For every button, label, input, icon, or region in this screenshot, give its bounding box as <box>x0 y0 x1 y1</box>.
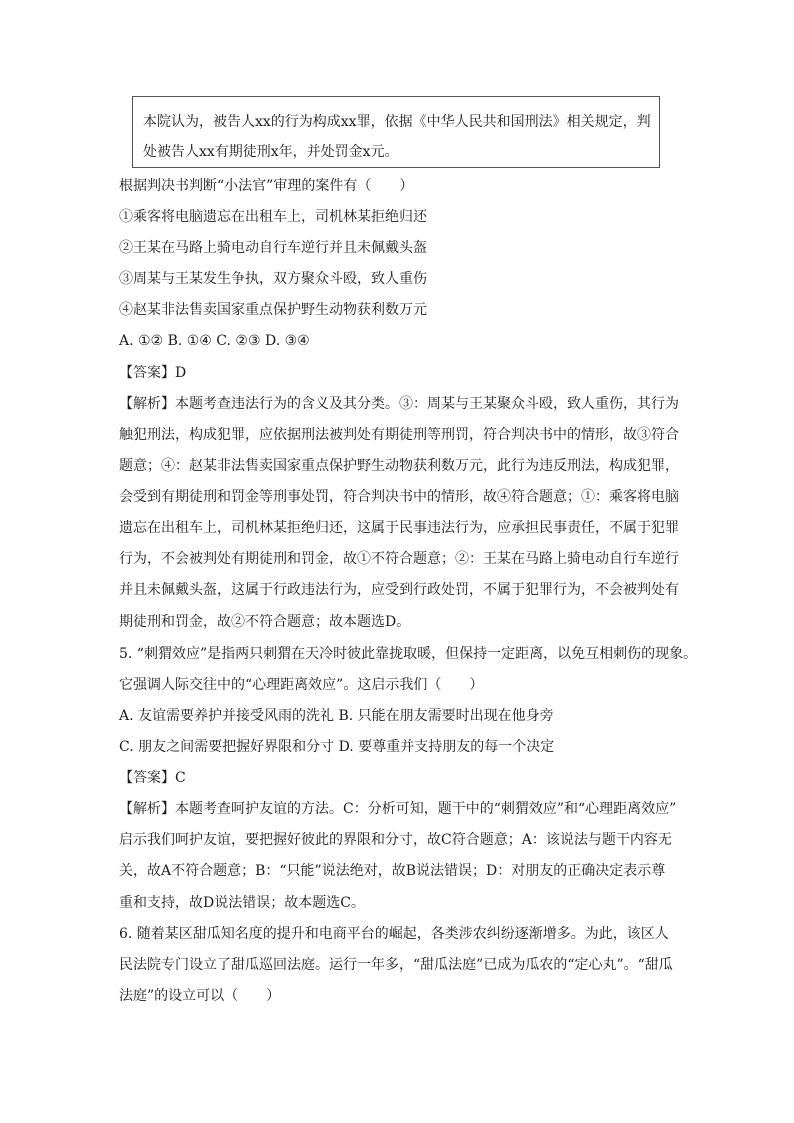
q4-analysis-line: 遗忘在出租车上，司机林某拒绝归还，这属于民事违法行为，应承担民事责任，不属于犯罪 <box>119 520 679 536</box>
q5-stem-line-2: 它强调人际交往中的“心理距离效应”。这启示我们（ ） <box>119 677 484 693</box>
q5-options-line-2: C. 朋友之间需要把握好界限和分寸 D. 要尊重并支持朋友的每一个决定 <box>119 739 555 755</box>
quote-line-2: 处被告人xx有期徒刑x年，并处罚金x元。 <box>143 144 399 160</box>
q5-analysis-line: 启示我们呵护友谊，要把握好彼此的界限和分寸，故C符合题意；A：该说法与题干内容无 <box>119 832 672 848</box>
quote-line-1: 本院认为，被告人xx的行为构成xx罪，依据《中华人民共和国刑法》相关规定，判 <box>143 114 651 130</box>
q6-stem-line: 法庭”的设立可以（ ） <box>119 988 281 1004</box>
q5-analysis-line: 重和支持，故D说法错误；故本题选C。 <box>119 895 365 911</box>
q4-analysis-line: 行为，不会被判处有期徒刑和罚金，故①不符合题意；②：王某在马路上骑电动自行车逆行 <box>119 551 679 567</box>
q4-analysis-line: 触犯刑法，构成犯罪，应依据刑法被判处有期徒刑等刑罚，符合判决书中的情形，故③符合 <box>119 427 679 443</box>
q4-answer: 【答案】D <box>119 365 187 381</box>
judgment-quote-box <box>132 96 660 168</box>
q4-analysis-line: 期徒刑和罚金，故②不符合题意；故本题选D。 <box>119 614 411 630</box>
q5-analysis-line: 【解析】本题考查呵护友谊的方法。C：分析可知，题干中的“刺猬效应”和“心理距离效应” <box>119 801 677 817</box>
q4-item-3: ③周某与王某发生争执，双方聚众斗殴，致人重伤 <box>119 271 427 287</box>
q4-options: A. ①② B. ①④ C. ②③ D. ③④ <box>119 333 310 349</box>
q4-item-4: ④赵某非法售卖国家重点保护野生动物获利数万元 <box>119 302 427 318</box>
q6-stem-line: 民法院专门设立了甜瓜巡回法庭。运行一年多，“甜瓜法庭”已成为瓜农的“定心丸”。“甜瓜 <box>119 957 673 973</box>
q6-stem-line: 6. 随着某区甜瓜知名度的提升和电商平台的崛起，各类涉农纠纷逐渐增多。为此，该区人 <box>119 926 669 942</box>
q5-answer: 【答案】C <box>119 770 186 786</box>
q5-options-line-1: A. 友谊需要养护并接受风雨的洗礼 B. 只能在朋友需要时出现在他身旁 <box>119 708 554 724</box>
q4-item-2: ②王某在马路上骑电动自行车逆行并且未佩戴头盔 <box>119 240 427 256</box>
q5-stem-line-1: 5. “刺猬效应”是指两只刺猬在天冷时彼此靠拢取暖，但保持一定距离，以免互相刺伤的现象。 <box>119 646 698 662</box>
q5-analysis-line: 关，故A不符合题意；B：“只能”说法绝对，故B说法错误；D：对朋友的正确决定表示尊 <box>119 863 666 879</box>
q4-stem: 根据判决书判断“小法官”审理的案件有（ ） <box>119 178 414 194</box>
q4-analysis-line: 会受到有期徒刑和罚金等刑事处罚，符合判决书中的情形，故④符合题意；①：乘客将电脑 <box>119 489 679 505</box>
q4-analysis-line: 并且未佩戴头盔，这属于行政违法行为，应受到行政处罚，不属于犯罪行为，不会被判处有 <box>119 582 679 598</box>
q4-analysis-line: 题意；④：赵某非法售卖国家重点保护野生动物获利数万元，此行为违反刑法，构成犯罪， <box>119 458 679 474</box>
q4-analysis-line: 【解析】本题考查违法行为的含义及其分类。③：周某与王某聚众斗殴，致人重伤，其行为 <box>119 396 679 412</box>
q4-item-1: ①乘客将电脑遗忘在出租车上，司机林某拒绝归还 <box>119 209 427 225</box>
